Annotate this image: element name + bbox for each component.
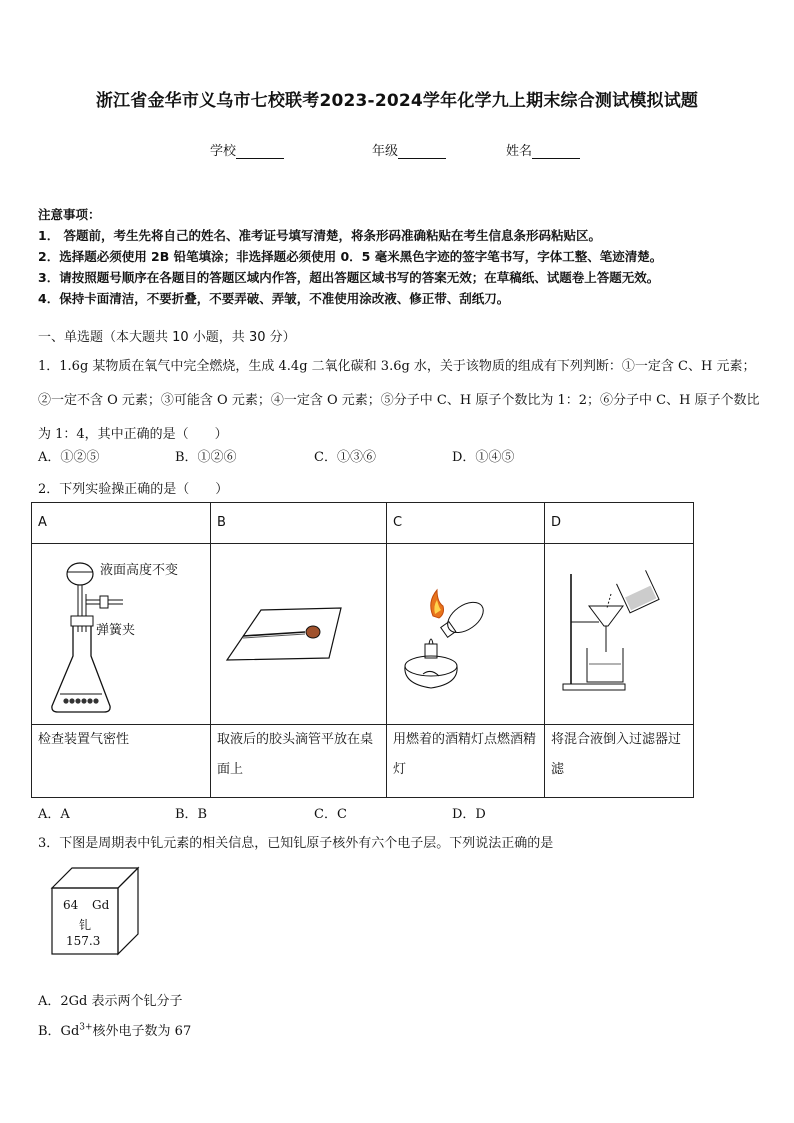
atomic-mass: 157.3: [66, 934, 101, 948]
note-item: 2．选择题必须使用 2B 铅笔填涂；非选择题必须使用 0．5 毫米黑色字迹的签字笔书写，字体工整、笔迹清楚。: [38, 249, 663, 264]
school-label: 学校: [210, 144, 237, 159]
figure-c-alcohol-lamp: [387, 544, 545, 725]
description-b: 取液后的胶头滴管平放在桌面上: [211, 725, 387, 798]
q3-option-b-rest: 核外电子数为 67: [92, 1024, 192, 1039]
school-field: [210, 140, 284, 159]
q2-option-d[interactable]: D．D: [452, 807, 486, 822]
q1-option-b[interactable]: B．①②⑥: [175, 450, 237, 465]
q3-option-a[interactable]: A．2Gd 表示两个钆分子: [38, 994, 183, 1009]
experiment-table: [31, 502, 694, 798]
atomic-number: 64: [63, 898, 79, 912]
grade-field: [372, 140, 446, 159]
q1-option-d[interactable]: D．①④⑤: [452, 450, 515, 465]
col-header-d: D: [545, 503, 694, 544]
element-cube: [46, 862, 146, 966]
description-a: 检查装置气密性: [32, 725, 211, 798]
q3-option-b-prefix: B．Gd: [38, 1024, 80, 1039]
question-1-text: 1．1.6g 某物质在氧气中完全燃烧，生成 4.4g 二氧化碳和 3.6g 水，关于该物质的组成有下列判断：①一定含 C、H 元素；②一定不含 O 元素；③可能含 O 元素；④一定含 O 元素；⑤分子中 C、H 原子个数比为 1：2；⑥分子中 C、H 原子个数比为 1：4，其中正确的是（ ）: [38, 359, 760, 442]
exam-title: 浙江省金华市义乌市七校联考2023-2024学年化学九上期末综合测试模拟试题: [95, 91, 699, 111]
grade-blank[interactable]: [398, 144, 446, 159]
description-d: 将混合液倒入过滤器过滤: [545, 725, 694, 798]
name-blank[interactable]: [532, 144, 580, 159]
element-name: 钆: [79, 918, 92, 932]
note-item: 4．保持卡面清洁，不要折叠，不要弄破、弄皱，不准使用涂改液、修正带、刮纸刀。: [38, 291, 510, 306]
dropper-on-table-figure: [217, 544, 380, 720]
flask-apparatus-figure: [38, 544, 204, 720]
q1-option-a[interactable]: A．①②⑤: [38, 450, 100, 465]
q1-option-c[interactable]: C．①③⑥: [314, 450, 376, 465]
question-3-text: 3．下图是周期表中钆元素的相关信息，已知钆原子核外有六个电子层。下列说法正确的是: [38, 836, 554, 851]
section-heading: 一、单选题（本大题共 10 小题，共 30 分）: [38, 330, 296, 345]
q2-option-b[interactable]: B．B: [175, 807, 208, 822]
element-symbol: Gd: [92, 898, 110, 912]
q2-option-a[interactable]: A．A: [38, 807, 70, 822]
name-label: 姓名: [506, 144, 533, 159]
figure-a-airtightness: [32, 544, 211, 725]
name-field: [506, 140, 580, 159]
alcohol-lamp-figure: [393, 544, 538, 720]
col-header-c: C: [387, 503, 545, 544]
q2-option-c[interactable]: C．C: [314, 807, 347, 822]
col-header-a: A: [32, 503, 211, 544]
notes-heading: 注意事项：: [38, 207, 101, 222]
question-2-text: 2．下列实验操正确的是（ ）: [38, 482, 229, 497]
filtration-figure: [551, 544, 687, 720]
note-item: 1． 答题前，考生先将自己的姓名、准考证号填写清楚，将条形码准确粘贴在考生信息条形码粘贴区。: [38, 228, 602, 243]
q3-option-b[interactable]: [38, 1020, 191, 1039]
school-blank[interactable]: [236, 144, 284, 159]
clamp-label: 弹簧夹: [96, 623, 136, 638]
col-header-b: B: [211, 503, 387, 544]
liquid-level-label: 液面高度不变: [100, 563, 179, 578]
note-item: 3．请按照题号顺序在各题目的答题区域内作答，超出答题区域书写的答案无效；在草稿纸、试题卷上答题无效。: [38, 270, 660, 285]
grade-label: 年级: [372, 144, 399, 159]
notes-block: [38, 204, 662, 309]
q3-option-b-charge: 3+: [79, 1022, 93, 1033]
figure-d-filtration: [545, 544, 694, 725]
figure-b-dropper: [211, 544, 387, 725]
description-c: 用燃着的酒精灯点燃酒精灯: [387, 725, 545, 798]
